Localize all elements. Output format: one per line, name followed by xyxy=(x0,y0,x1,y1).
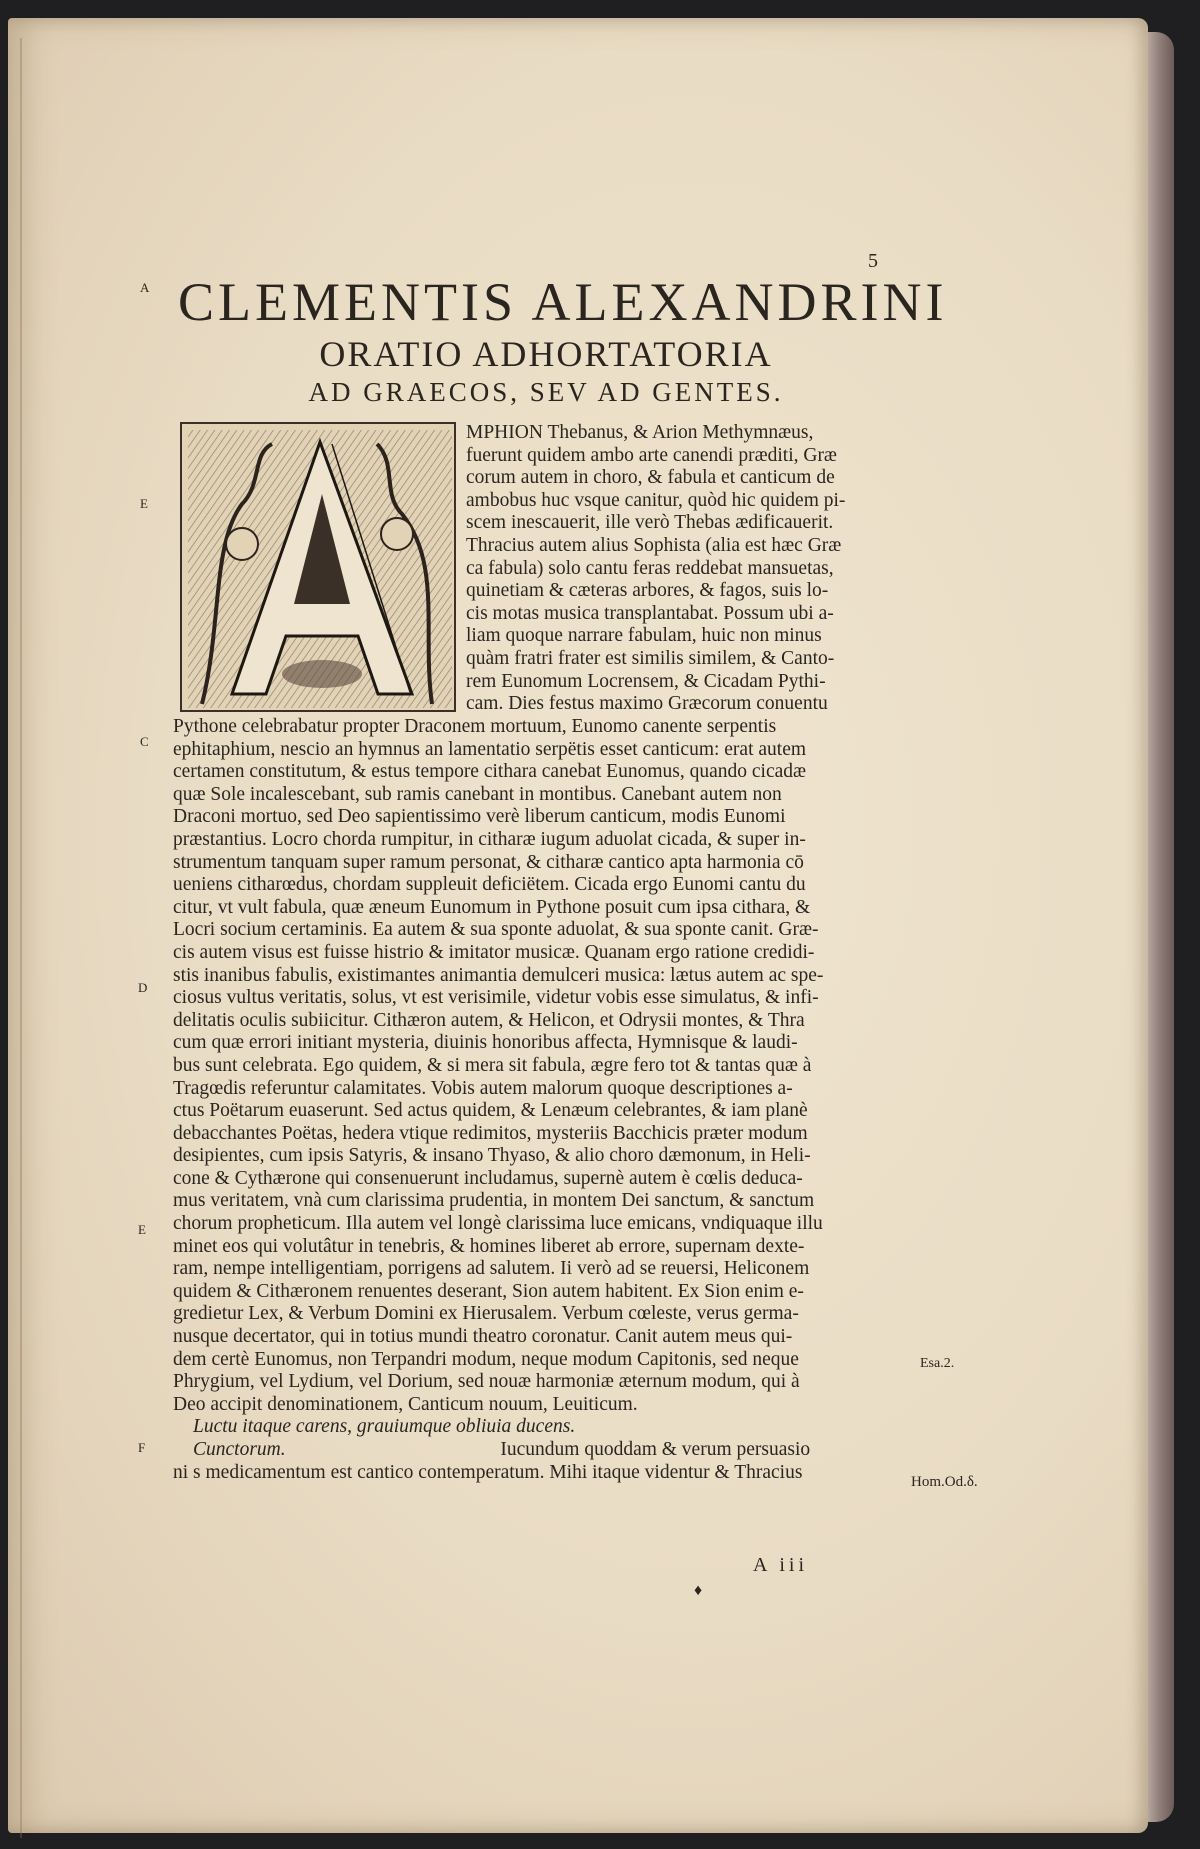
text-line: liam quoque narrare fabulam, huic non minus xyxy=(466,625,822,647)
verse-italic-word: Cunctorum. xyxy=(193,1439,286,1460)
text-line: cone & Cythærone qui consenuerunt includamus, supernè autem è cœlis deduca- xyxy=(173,1167,803,1189)
opening-paragraph xyxy=(466,422,902,716)
text-line: cis motas musica transplantabat. Possum ubi a- xyxy=(466,602,834,624)
margin-letter: F xyxy=(138,1440,146,1455)
text-line: fuerunt quidem ambo arte canendi præditi, Græ xyxy=(466,444,837,466)
text-line: Phrygium, vel Lydium, vel Dorium, sed nouæ harmoniæ æternum modum, qui à xyxy=(173,1371,800,1393)
text-line: gredietur Lex, & Verbum Domini ex Hierusalem. Verbum cœleste, verus germa- xyxy=(173,1303,799,1325)
text-line: debacchantes Poëtas, hedera vtique redimitos, mysteriis Bacchicis præter modum xyxy=(173,1122,808,1144)
text-line: ciosus vultus veritatis, solus, vt est verisimile, videtur vobis esse simulatus, & infi- xyxy=(173,987,819,1009)
text-line: quàm fratri frater est similis similem, & Canto- xyxy=(466,647,835,669)
text-line: MPHION Thebanus, & Arion Methymnæus, xyxy=(466,422,814,443)
text-line: cum quæ errori initiant mysteria, diuinis honoribus affecta, Hymnisque & laudi- xyxy=(173,1032,798,1054)
margin-letter: D xyxy=(138,980,148,995)
text-line: cis autem visus est fuisse histrio & imitator musicæ. Quanam ergo ratione credidi- xyxy=(173,941,815,963)
text-line: scem inescauerit, ille verò Thebas ædificauerit. xyxy=(466,512,834,534)
margin-letter: E xyxy=(140,496,148,511)
text-line: ram, nempe intelligentiam, porrigens ad salutem. Ii verò ad se reuersi, Heliconem xyxy=(173,1258,810,1280)
margin-letter: A xyxy=(140,280,150,295)
text-line: minet eos qui volutâtur in tenebris, & homines liberet ab errore, supernam dexte- xyxy=(173,1235,805,1257)
text-line: nusque decertator, qui in totius mundi theatro coronatur. Canit autem meus qui- xyxy=(173,1326,793,1348)
text-line: chorum propheticum. Illa autem vel longè clarissima luce emicans, vndiquaque illu xyxy=(173,1213,823,1235)
body-text xyxy=(173,716,903,1484)
text-line: ni s medicamentum est cantico contemperatum. Mihi itaque videntur & Thracius xyxy=(173,1461,803,1483)
text-line: Pythone celebrabatur propter Draconem mortuum, Eunomo canente serpentis xyxy=(173,716,777,737)
text-line: Thracius autem alius Sophista (alia est hæc Græ xyxy=(466,534,842,556)
margin-note: Hom.Od.δ. xyxy=(911,1474,978,1490)
verse-line: Luctu itaque carens, grauiumque obliuia ducens. xyxy=(193,1416,576,1438)
text-line: quinetiam & cæteras arbores, & fagos, suis lo- xyxy=(466,580,829,602)
verse-line xyxy=(173,1439,903,1462)
title-line-1: CLEMENTIS ALEXANDRINI xyxy=(178,272,948,332)
page-number: 5 xyxy=(868,250,878,272)
text-line: strumentum tanquam super ramum personat, & citharæ cantico apta harmonia cō xyxy=(173,851,804,873)
text-line: stis inanibus fabulis, existimantes animantia demulceri musica: lætus autem ac spe- xyxy=(173,964,824,986)
gutter-line xyxy=(20,38,22,1838)
text-line: ambobus huc vsque canitur, quòd hic quidem pi- xyxy=(466,489,846,511)
text-line: quidem & Cithæronem renuentes deserant, Sion autem habitent. Ex Sion enim e- xyxy=(173,1280,804,1302)
text-line: delitatis oculis subiicitur. Cithæron autem, & Helicon, et Odrysii montes, & Thra xyxy=(173,1009,805,1031)
ornament-dot: ♦ xyxy=(694,1582,703,1599)
text-line: rem Eunomum Locrensem, & Cicadam Pythi- xyxy=(466,670,826,692)
text-line: cam. Dies festus maximo Græcorum conuentu xyxy=(466,693,828,715)
text-line: ueniens citharœdus, chordam suppleuit deficiëtem. Cicada ergo Eunomi cantu du xyxy=(173,874,806,896)
text-line: quæ Sole incalescebant, sub ramis canebant in montibus. Canebant autem non xyxy=(173,783,782,805)
text-line: præstantius. Locro chorda rumpitur, in citharæ iugum aduolat cicada, & super in- xyxy=(173,828,806,850)
text-line: desipientes, cum ipsis Satyris, & insano Thyaso, & alio choro dæmonum, in Heli- xyxy=(173,1145,811,1167)
text-line: ca fabula) solo cantu feras reddebat mansuetas, xyxy=(466,557,834,579)
text-line: ctus Poëtarum euaserunt. Sed actus quidem, & Lenæum celebrantes, & iam planè xyxy=(173,1100,808,1122)
margin-letter: E xyxy=(138,1222,146,1237)
woodcut-initial-icon xyxy=(180,422,456,712)
text-line: Locri socium certaminis. Ea autem & sua sponte aduolat, & sua sponte canit. Græ- xyxy=(173,919,819,941)
signature-mark: A iii xyxy=(753,1554,809,1576)
title-line-3: AD GRAECOS, SEV AD GENTES. xyxy=(308,377,784,407)
text-line: bus sunt celebrata. Ego quidem, & si mera sit fabula, ægre fero tot & tantas quæ à xyxy=(173,1054,812,1076)
title-line-2: ORATIO ADHORTATORIA xyxy=(319,334,773,374)
text-line: dem certè Eunomus, non Terpandri modum, neque modum Capitonis, sed neque xyxy=(173,1348,799,1370)
text-line: certamen constitutum, & estus tempore cithara canebat Eunomus, quando cicadæ xyxy=(173,761,807,783)
margin-letter: C xyxy=(140,734,149,749)
text-line: mus veritatem, vnà cum clarissima prudentia, in montem Dei sanctum, & sanctum xyxy=(173,1190,815,1212)
text-line: Draconi mortuo, sed Deo sapientissimo verè liberum canticum, modis Eunomi xyxy=(173,806,786,828)
text-line: corum autem in choro, & fabula et canticum de xyxy=(466,467,835,489)
text-line: ephitaphium, nescio an hymnus an lamentatio serpëtis esset canticum: erat autem xyxy=(173,738,807,760)
text-line: citur, vt vult fabula, quæ æneum Eunomum in Pythone posuit cum ipsa cithara, & xyxy=(173,896,811,918)
page xyxy=(8,18,1148,1833)
verse-continuation: Iucundum quoddam & verum persuasio xyxy=(500,1439,811,1460)
text-line: Tragœdis referuntur calamitates. Vobis autem malorum quoque descriptiones a- xyxy=(173,1077,793,1099)
text-line: Deo accipit denominationem, Canticum nouum, Leuiticum. xyxy=(173,1393,638,1415)
margin-note: Esa.2. xyxy=(920,1356,955,1371)
